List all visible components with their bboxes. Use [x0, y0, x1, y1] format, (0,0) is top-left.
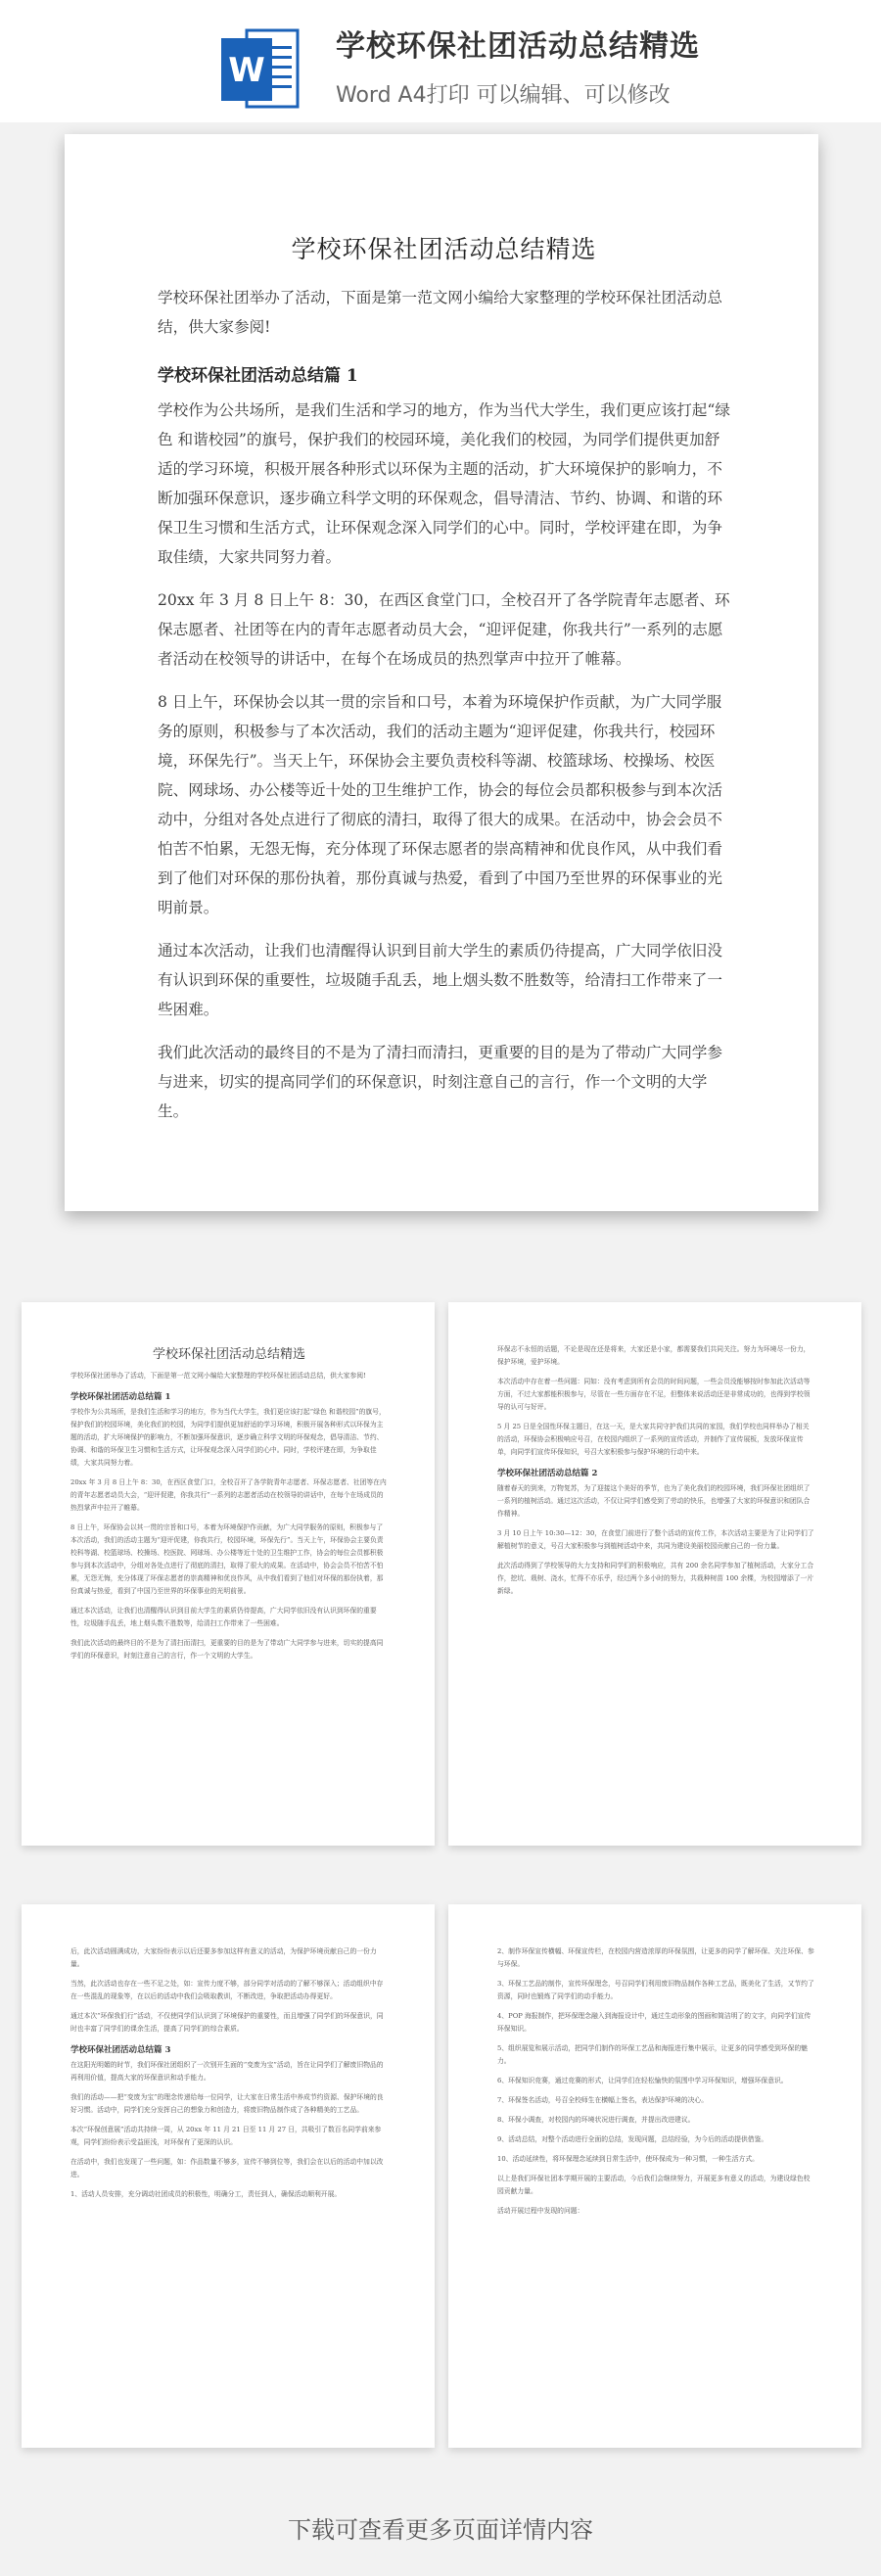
thumb4-paragraph: 4、POP 海报制作，把环保理念融入到海报设计中，通过生动形象的图画和简洁明了的文字，向同学们宣传环保知识。	[497, 2012, 811, 2033]
thumb2-paragraph: 随着春天的到来，万物复苏，为了迎接这个美好的季节，也为了美化我们的校园环境，我们环保社团组织了一系列的植树活动。通过这次活动，不仅让同学们感受到了劳动的快乐，也增强了大家的环保意识和团队合作精神。	[497, 1484, 811, 1518]
thumb4-paragraph: 3、环保工艺品的制作，宣传环保理念，号召同学们利用废旧物品制作各种工艺品，既美化了生活，又节约了资源，同时也锻炼了同学们的动手能力。	[497, 1980, 814, 2000]
thumb3-paragraph: 当然，此次活动也存在一些不足之处，如：宣传力度不够，部分同学对活动的了解不够深入；活动组织中存在一些混乱的现象等，在以后的活动中我们会吸取教训，不断改进，争取把活动办得更好。	[70, 1980, 384, 2000]
paragraph-2: 20xx 年 3 月 8 日上午 8：30，在西区食堂门口，全校召开了各学院青年志愿者、环保志愿者、社团等在内的青年志愿者动员大会，“迎评促建，你我共行”一系列的志愿者活动在校领导的讲话中，在每个在场成员的热烈掌声中拉开了帷幕。	[158, 591, 730, 668]
thumb4-paragraph: 9、活动总结，对整个活动进行全面的总结，发现问题，总结经验，为今后的活动提供借鉴。	[497, 2135, 768, 2143]
thumb3-paragraph: 后，此次活动圆满成功，大家纷纷表示以后还要多参加这样有意义的活动，为保护环境贡献自己的一份力量。	[70, 1947, 377, 1968]
thumb1-paragraph: 我们此次活动的最终目的不是为了清扫而清扫，更重要的目的是为了带动广大同学参与进来，切实的提高同学们的环保意识，时刻注意自己的言行，作一个文明的大学生。	[70, 1639, 384, 1660]
thumb4-paragraph: 5、组织展览和展示活动，把同学们制作的环保工艺品和海报进行集中展示，让更多的同学感受到环保的魅力。	[497, 2044, 808, 2065]
banner-subtitle: Word A4打印 可以编辑、可以修改	[336, 83, 671, 108]
banner	[0, 0, 881, 122]
page-thumbnail-4[interactable]	[448, 1904, 861, 2448]
thumb2-paragraph: 此次活动得到了学校领导的大力支持和同学们的积极响应，共有 200 余名同学参加了植树活动，大家分工合作，挖坑、栽树、浇水，忙得不亦乐乎，经过两个多小时的努力，共栽种树苗 100 余棵，为校园增添了一片新绿。	[497, 1562, 814, 1595]
thumb4-paragraph: 6、环保知识竞赛，通过竞赛的形式，让同学们在轻松愉快的氛围中学习环保知识，增强环保意识。	[497, 2077, 788, 2084]
word-document-icon	[221, 26, 300, 111]
thumb1-title: 学校环保社团活动总结精选	[152, 1347, 305, 1362]
page-thumbnail-3[interactable]	[22, 1904, 435, 2448]
paragraph-1: 学校作为公共场所，是我们生活和学习的地方，作为当代大学生，我们更应该打起“绿色 和谐校园”的旗号，保护我们的校园环境，美化我们的校园，为同学们提供更加舒适的学习环境，积极开展各种形式以环保为主题的活动，扩大环境保护的影响力，不断加强环保意识，逐步确立科学文明的环保观念，倡导清洁、节约、协调、和谐的环保卫生习惯和生活方式，让环保观念深入同学们的心中。同时，学校评建在即，为争取佳绩，大家共同努力着。	[158, 401, 730, 566]
thumb1-paragraph: 通过本次活动，让我们也清醒得认识到目前大学生的素质仍待提高，广大同学依旧没有认识到环保的重要性，垃圾随手乱丢，地上烟头数不胜数等，给清扫工作带来了一些困难。	[70, 1607, 377, 1627]
document-body	[158, 230, 730, 1140]
word-icon-letter: W	[228, 51, 265, 90]
thumb4-paragraph: 以上是我们环保社团本学期开展的主要活动，今后我们会继续努力，开展更多有意义的活动，为建设绿色校园贡献力量。	[497, 2175, 811, 2195]
thumb3-paragraph: 本次“环保创意展”活动共持续一周，从 20xx 年 11 月 21 日至 11 月 27 日，共吸引了数百名同学前来参观，同学们纷纷表示受益匪浅，对环保有了更深的认识。	[70, 2126, 382, 2146]
banner-title: 学校环保社团活动总结精选	[336, 29, 700, 64]
paragraph-5: 我们此次活动的最终目的不是为了清扫而清扫，更重要的目的是为了带动广大同学参与进来，切实的提高同学们的环保意识，时刻注意自己的言行，作一个文明的大学生。	[158, 1044, 722, 1120]
thumb3-paragraph: 在这阳光明媚的时节，我们环保社团组织了一次别开生面的“变废为宝”活动，旨在让同学们了解废旧物品的再利用价值，提高大家的环保意识和动手能力。	[70, 2061, 384, 2082]
thumb3-paragraph: 我们的活动——把“变废为宝”的理念传递给每一位同学，让大家在日常生活中养成节约资源、保护环境的良好习惯。活动中，同学们充分发挥自己的想象力和创造力，将废旧物品制作成了各种精美的工艺品。	[70, 2093, 384, 2114]
thumb4-paragraph: 2、制作环保宣传横幅、环保宣传栏，在校园内营造浓厚的环保氛围，让更多的同学了解环保、关注环保、参与环保。	[497, 1947, 814, 1968]
download-more-link[interactable]: 下载可查看更多页面详情内容	[288, 2516, 593, 2544]
thumb2-paragraph: 本次活动中存在着一些问题：同如：没有考虑到所有会员的时间问题，一些会员没能够按时参加此次活动等方面，不过大家都能积极参与，尽管在一些方面存在不足，但整体来说活动还是非常成功的，也得到学校领导的认可与好评。	[497, 1378, 811, 1411]
thumb2-heading: 学校环保社团活动总结篇 2	[497, 1469, 598, 1478]
paragraph-3: 8 日上午，环保协会以其一贯的宗旨和口号，本着为环境保护作贡献，为广大同学服务的原则，积极参与了本次活动，我们的活动主题为“迎评促建，你我共行，校园环境，环保先行”。当天上午，环保协会主要负责校科等湖、校篮球场、校操场、校医院、网球场、办公楼等近十处的卫生维护工作，协会的每位会员都积极参与到本次活动中，分组对各处点进行了彻底的清扫，取得了很大的成果。在活动中，协会会员不怕苦不怕累，无怨无悔，充分体现了环保志愿者的崇高精神和优良作风，从中我们看到了他们对环保的那份执着，那份真诚与热爱，看到了中国乃至世界的环保事业的光明前景。	[158, 693, 722, 916]
thumb4-paragraph: 7、环保签名活动，号召全校师生在横幅上签名，表达保护环境的决心。	[497, 2096, 709, 2104]
page-thumbnail-1[interactable]	[22, 1302, 435, 1846]
document-page-preview[interactable]	[65, 134, 818, 1211]
thumb2-paragraph: 3 月 10 日上午 10:30—12：30，在食堂门前进行了整个活动的宣传工作，本次活动主要是为了让同学们了解植树节的意义，号召大家积极参与到植树活动中来，共同为建设美丽校园贡献自己的一份力量。	[497, 1529, 814, 1550]
thumb3-paragraph: 在活动中，我们也发现了一些问题，如：作品数量不够多，宣传不够到位等，我们会在以后的活动中加以改进。	[70, 2158, 384, 2178]
thumb1-heading: 学校环保社团活动总结篇 1	[70, 1392, 171, 1402]
thumb4-paragraph: 活动开展过程中发现的问题：	[497, 2207, 584, 2215]
paragraph-4: 通过本次活动，让我们也清醒得认识到目前大学生的素质仍待提高，广大同学依旧没有认识到环保的重要性，垃圾随手乱丢，地上烟头数不胜数等，给清扫工作带来了一些困难。	[158, 942, 722, 1018]
thumb4-paragraph: 10、活动延续性，将环保理念延续到日常生活中，使环保成为一种习惯，一种生活方式。	[497, 2155, 759, 2163]
thumb4-paragraph: 8、环保小调查，对校园内的环境状况进行调查，并提出改进建议。	[497, 2116, 695, 2124]
thumb3-heading: 学校环保社团活动总结篇 3	[70, 2045, 171, 2055]
section-heading-1: 学校环保社团活动总结篇 1	[158, 366, 358, 386]
thumb2-paragraph: 5 月 25 日是全国性环保主题日，在这一天，是大家共同守护我们共同的家园，我们学校也同样举办了相关的活动，环保协会积极响应号召，在校园内组织了一系列的宣传活动，并制作了宣传展板，发放环保宣传单，向同学们宣传环保知识，号召大家积极参与保护环境的行动中来。	[497, 1423, 810, 1456]
thumb1-intro: 学校环保社团举办了活动，下面是第一范文网小编给大家整理的学校环保社团活动总结，供大家参阅!	[70, 1372, 366, 1380]
document-title: 学校环保社团活动总结精选	[291, 235, 597, 263]
thumb1-paragraph: 学校作为公共场所，是我们生活和学习的地方，作为当代大学生，我们更应该打起“绿色 和谐校园”的旗号，保护我们的校园环境，美化我们的校园，为同学们提供更加舒适的学习环境，积极开展各种形式以环保为主题的活动，扩大环境保护的影响力，不断加强环保意识，逐步确立科学文明的环保观念，倡导清洁、节约、协调、和谐的环保卫生习惯和生活方式，让环保观念深入同学们的心中。同时，学校评建在即，为争取佳绩，大家共同努力着。	[70, 1408, 386, 1467]
thumb1-paragraph: 8 日上午，环保协会以其一贯的宗旨和口号，本着为环境保护作贡献，为广大同学服务的原则，积极参与了本次活动，我们的活动主题为“迎评促建，你我共行，校园环境，环保先行”。当天上午，环保协会主要负责校科等湖、校篮球场、校操场、校医院、网球场、办公楼等近十处的卫生维护工作，协会的每位会员都积极参与到本次活动中，分组对各处点进行了彻底的清扫，取得了很大的成果。在活动中，协会会员不怕苦不怕累，无怨无悔，充分体现了环保志愿者的崇高精神和优良作风，从中我们看到了他们对环保的那份执着，那份真诚与热爱，看到了中国乃至世界的环保事业的光明前景。	[70, 1523, 384, 1595]
thumb2-paragraph: 环保志不永恒的话题，不论是现在还是将来，大家还是小家，都需要我们共同关注。努力为环境尽一份力，保护环境，爱护环境。	[497, 1345, 811, 1366]
document-intro: 学校环保社团举办了活动，下面是第一范文网小编给大家整理的学校环保社团活动总结，供大家参阅!	[158, 289, 722, 336]
page-thumbnail-2[interactable]	[448, 1302, 861, 1846]
thumb1-paragraph: 20xx 年 3 月 8 日上午 8：30，在西区食堂门口，全校召开了各学院青年志愿者、环保志愿者、社团等在内的青年志愿者动员大会，“迎评促建，你我共行”一系列的志愿者活动在校领导的讲话中，在每个在场成员的热烈掌声中拉开了帷幕。	[70, 1478, 387, 1512]
thumb3-paragraph: 1、活动人员安排，充分调动社团成员的积极性，明确分工，责任到人，确保活动顺利开展。	[70, 2190, 342, 2198]
thumb3-paragraph: 通过本次“环保我们行”活动，不仅使同学们认识到了环境保护的重要性，而且增强了同学们的环保意识，同时也丰富了同学们的课余生活，提高了同学们的综合素质。	[70, 2012, 384, 2033]
